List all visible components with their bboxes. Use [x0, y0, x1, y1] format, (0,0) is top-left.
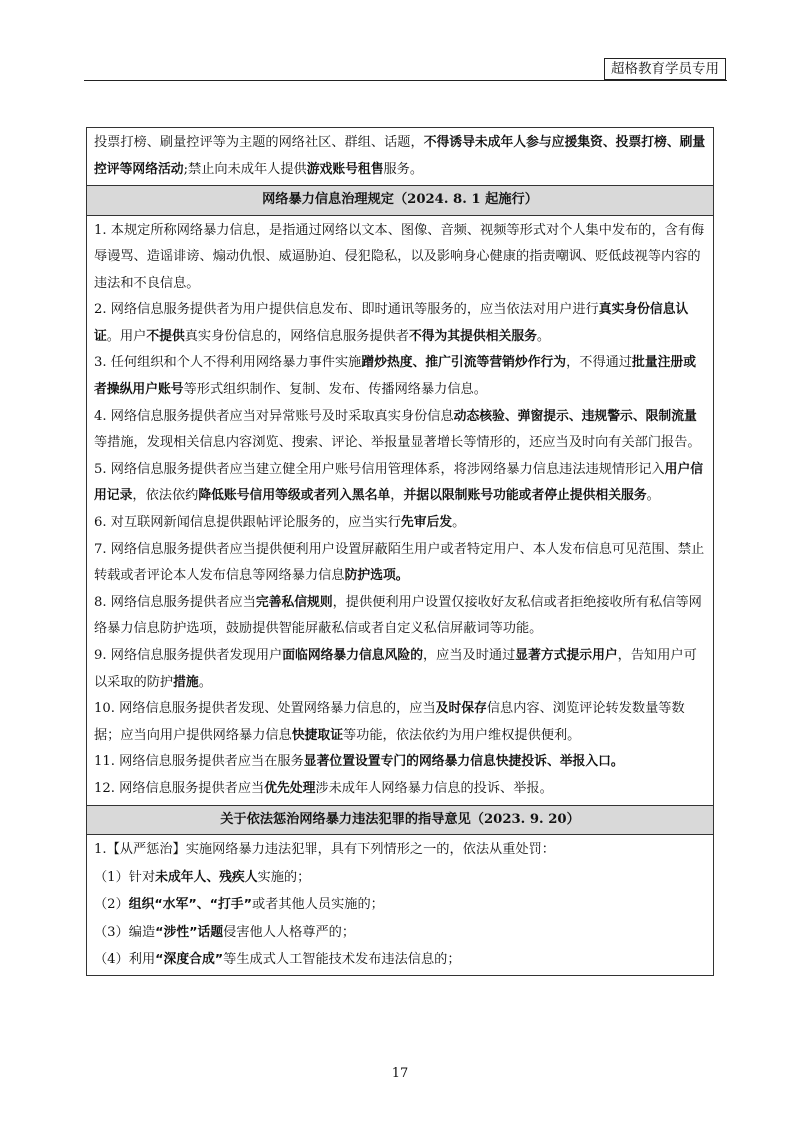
body-text: 。用户: [106, 328, 147, 344]
body-text: （2）: [94, 897, 129, 913]
body-text: 等功能，依法依约为用户维权提供便利。: [343, 727, 581, 743]
table-row: [87, 128, 714, 186]
body-text: （1）针对: [94, 869, 156, 885]
section-body: [87, 835, 714, 976]
list-item: [94, 696, 706, 749]
list-item: [94, 350, 706, 403]
table-row: [87, 805, 714, 835]
emphasis-text: 游戏账号租售: [306, 161, 384, 177]
emphasis-text: 快捷取证: [291, 727, 343, 743]
body-text: 投票打榜、刷量控评等为主题的网络社区、群组、话题，: [94, 135, 424, 150]
emphasis-text: 显著位置设置专门的网络暴力信息快捷投诉、举报入口。: [303, 754, 624, 770]
section-heading: 关于依法惩治网络暴力违法犯罪的指导意见（2023. 9. 20）: [87, 805, 714, 835]
emphasis-text: 措施: [173, 674, 199, 690]
body-text: 10. 网络信息服务提供者发现、处置网络暴力信息的，应当: [94, 701, 436, 717]
emphasis-text: 完善私信规则: [255, 594, 333, 610]
emphasis-text: 不得诱导未成年人参与应援集资、投票打榜、刷量控评等网络活动: [94, 135, 706, 177]
body-text: ，提供便利用户设置仅接收好友私信或者拒绝接收所有私信等网络暴力信息防护选项，鼓励提供智能屏蔽私信或者自定义私信屏蔽词等功能。: [94, 594, 702, 637]
list-item: [94, 776, 706, 803]
body-text: ，告知用户可以采取的防护: [94, 648, 697, 690]
body-text: 真实身份信息的，网络信息服务提供者: [184, 328, 409, 344]
emphasis-text: 降低账号信用等级或者列入黑名单: [198, 488, 391, 504]
body-text: 7. 网络信息服务提供者应当提供便利用户设置屏蔽陌生用户或者特定用户、本人发布信息可见范围、禁止转载或者评论本人发布信息等网络暴力信息: [94, 541, 705, 584]
content-table: [86, 127, 714, 976]
body-text: 。: [198, 674, 212, 690]
body-text: 8. 网络信息服务提供者应当: [94, 594, 256, 610]
emphasis-text: 真实身份信息认证: [94, 302, 689, 344]
body-text: 12. 网络信息服务提供者应当: [94, 780, 265, 796]
body-text: 服务。: [383, 161, 424, 177]
emphasis-text: 用户信用记录: [94, 461, 704, 504]
list-item: [94, 749, 706, 776]
body-text: 11. 网络信息服务提供者应当在服务: [94, 754, 304, 770]
emphasis-text: 未成年人、残疾人: [155, 869, 258, 885]
table-row: [87, 835, 714, 976]
emphasis-text: 不得为其提供相关服务: [408, 328, 537, 344]
continuation-cell: [87, 128, 714, 186]
emphasis-text: 优先处理: [264, 780, 316, 796]
body-text: 1.【从严惩治】实施网络暴力违法犯罪，具有下列情形之一的，依法从重处罚：: [94, 842, 555, 858]
body-text: 5. 网络信息服务提供者应当建立健全用户账号信用管理体系，将涉网络暴力信息违法违规情形记入: [94, 461, 665, 477]
list-item: [94, 510, 706, 537]
body-text: 或者其他人员实施的；: [252, 897, 384, 913]
body-text: 涉未成年人网络暴力信息的投诉、举报。: [315, 780, 553, 796]
body-text: 1. 本规定所称网络暴力信息，是指通过网络以文本、图像、音频、视频等形式对个人集中发布的，含有侮辱谩骂、造谣诽谤、煽动仇恨、威逼胁迫、侵犯隐私，以及影响身心健康的指责嘲讽、贬低歧视等内容的违法和不良信息。: [94, 222, 705, 291]
body-text: 2. 网络信息服务提供者为用户提供信息发布、即时通讯等服务的，应当依法对用户进行: [94, 302, 599, 318]
list-item: [94, 891, 706, 919]
header-rule: [84, 80, 727, 81]
emphasis-text: 显著方式提示用户: [515, 648, 618, 663]
emphasis-text: 动态核验、弹窗提示、违规警示、限制流量: [453, 408, 697, 424]
section-items: [94, 218, 706, 803]
body-text: ，不得通过: [566, 355, 633, 371]
emphasis-text: 并据以限制账号功能或者停止提供相关服务: [403, 488, 647, 504]
emphasis-text: 防护选项。: [344, 568, 409, 584]
list-item: [94, 404, 706, 457]
emphasis-text: 组织“水军”、“打手”: [128, 897, 252, 913]
body-text: 6. 对互联网新闻信息提供跟帖评论服务的，应当实行: [94, 515, 401, 531]
body-text: （4）利用: [94, 952, 156, 968]
body-text: 4. 网络信息服务提供者应当对异常账号及时采取真实身份信息: [94, 408, 454, 424]
continuation-text: [94, 130, 706, 183]
body-text: 侵害他人人格尊严的；: [223, 924, 356, 940]
emphasis-text: “涉性”话题: [155, 924, 224, 940]
list-item: [94, 297, 706, 350]
list-item: [94, 643, 706, 696]
body-text: 。: [536, 328, 551, 344]
emphasis-text: “深度合成”: [155, 952, 224, 968]
emphasis-text: 面临网络暴力信息风险的: [282, 648, 423, 663]
emphasis-text: 蹭炒热度、推广引流等营销炒作行为: [361, 355, 567, 371]
body-text: ，应当及时通过: [422, 648, 516, 663]
list-item: [94, 946, 706, 974]
body-text: 。: [452, 515, 466, 531]
body-text: 等生成式人工智能技术发布违法信息的；: [223, 952, 461, 968]
body-text: 信息内容、浏览评论转发数量等数据；应当向用户提供网络暴力信息: [94, 701, 685, 743]
body-text: （3）编造: [94, 924, 156, 940]
section-body: [87, 215, 714, 805]
list-item: [94, 590, 706, 643]
page-number: 17: [391, 1066, 409, 1081]
section-heading: 网络暴力信息治理规定（2024. 8. 1 起施行）: [87, 186, 714, 216]
emphasis-text: 不提供: [146, 328, 185, 344]
emphasis-text: 先审后发: [400, 515, 453, 531]
list-item: [94, 537, 706, 590]
body-text: ;禁止向未成年人提供: [183, 161, 307, 177]
body-text: 等措施，发现相关信息内容浏览、搜索、评论、举报量显著增长等情形的，还应当及时向有关部门报告。: [94, 435, 701, 451]
list-item: [94, 864, 706, 892]
body-text: ，依法依约: [132, 488, 199, 504]
list-item: [94, 457, 706, 510]
list-item: [94, 919, 706, 947]
body-text: 3. 任何组织和个人不得利用网络暴力事件实施: [94, 355, 362, 371]
list-item: [94, 836, 706, 864]
body-text: 等形式组织制作、复制、发布、传播网络暴力信息。: [183, 382, 487, 398]
section-items: [94, 836, 706, 974]
body-text: 实施的；: [257, 869, 311, 885]
table-row: [87, 186, 714, 216]
emphasis-text: 及时保存: [435, 701, 487, 717]
table-row: [87, 215, 714, 805]
list-item: [94, 218, 706, 298]
body-text: 。: [646, 488, 660, 504]
body-text: 9. 网络信息服务提供者发现用户: [94, 648, 283, 663]
emphasis-text: 批量注册或者操纵用户账号: [94, 355, 697, 398]
header-badge: 超格教育学员专用: [604, 58, 726, 80]
body-text: ，: [390, 488, 404, 504]
